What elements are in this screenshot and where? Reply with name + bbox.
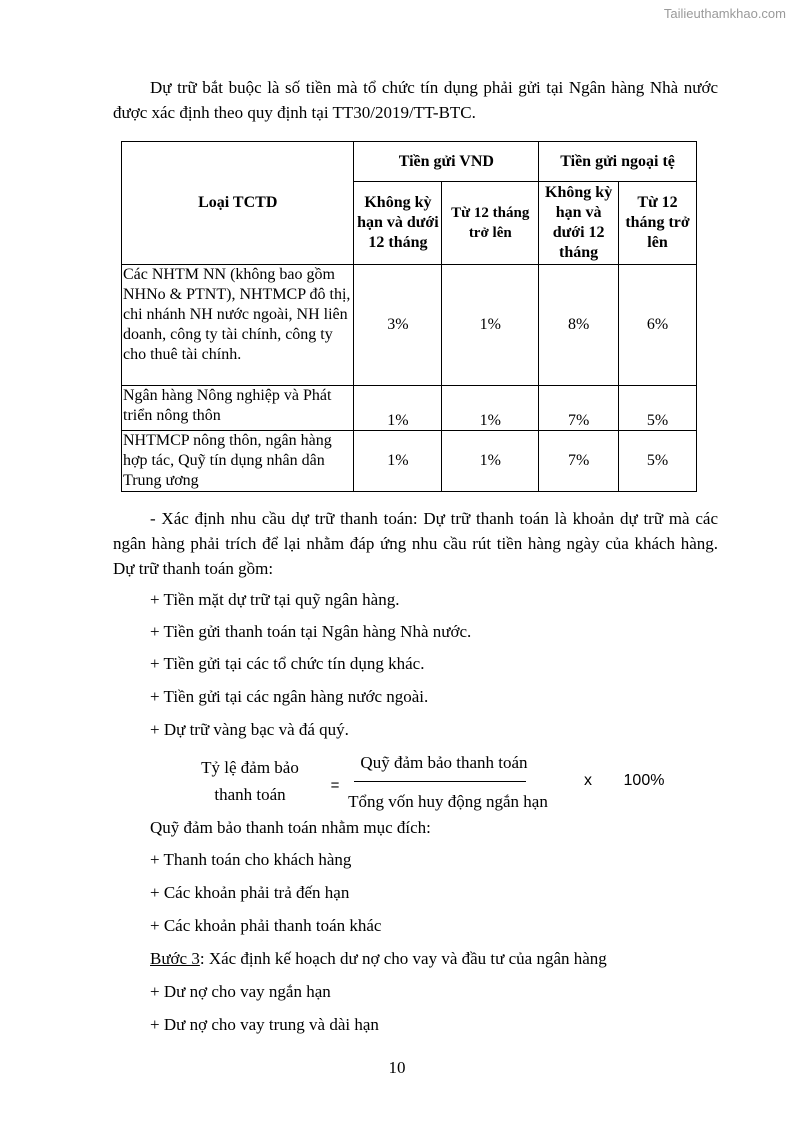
cell-fx-long: 5%	[619, 386, 697, 431]
list-item: + Các khoản phải thanh toán khác	[150, 916, 382, 935]
formula-denominator: Tổng vốn huy động ngắn hạn	[348, 792, 548, 811]
formula-equals: =	[330, 777, 340, 794]
step3-heading	[150, 946, 607, 971]
table-row	[122, 431, 697, 492]
payment-reserve-paragraph: - Xác định nhu cầu dự trữ thanh toán: Dự trữ thanh toán là khoản dự trữ mà các ngân hàng phải trích để lại nhằm đáp ứng nhu cầu rút tiền hàng ngày của khách hàng. Dự trữ thanh toán gồm:	[113, 509, 718, 578]
header-fx-long-term: Từ 12 tháng trở lên	[619, 182, 697, 265]
list-item: + Dư nợ cho vay ngắn hạn	[150, 982, 331, 1001]
formula-label-line1: Tỷ lệ đảm bảo	[201, 758, 299, 777]
cell-vnd-long: 1%	[442, 431, 539, 492]
list-item: + Các khoản phải trả đến hạn	[150, 883, 350, 902]
formula-times: x	[584, 772, 592, 789]
intro-paragraph: Dự trữ bắt buộc là số tiền mà tổ chức tín dụng phải gửi tại Ngân hàng Nhà nước được xác định theo quy định tại TT30/2019/TT-BTC.	[113, 78, 718, 122]
cell-vnd-short: 3%	[354, 265, 442, 386]
header-vnd-long-term: Từ 12 tháng trở lên	[442, 182, 539, 265]
cell-fx-short: 7%	[539, 386, 619, 431]
table-row	[122, 265, 697, 386]
cell-vnd-short: 1%	[354, 431, 442, 492]
header-bank-type: Loại TCTD	[122, 142, 354, 265]
formula-percent: 100%	[623, 772, 665, 789]
header-fx-deposits: Tiền gửi ngoại tệ	[539, 142, 697, 182]
cell-fx-long: 6%	[619, 265, 697, 386]
page-number: 10	[388, 1058, 406, 1077]
list-item: + Tiền gửi thanh toán tại Ngân hàng Nhà nước.	[150, 622, 472, 641]
row-bank-type: Các NHTM NN (không bao gồm NHNo & PTNT), NHTMCP đô thị, chi nhánh NH nước ngoài, NH liên doanh, công ty tài chính, công ty cho thuê tài chính.	[122, 265, 354, 386]
step3-text: : Xác định kế hoạch dư nợ cho vay và đầu tư của ngân hàng	[199, 949, 607, 968]
row-bank-type: NHTMCP nông thôn, ngân hàng hợp tác, Quỹ tín dụng nhân dân Trung ương	[122, 431, 354, 492]
header-vnd-deposits: Tiền gửi VND	[354, 142, 539, 182]
list-item: + Dự trữ vàng bạc và đá quý.	[150, 720, 349, 739]
reserve-requirement-table	[121, 141, 697, 492]
list-item: + Tiền gửi tại các tổ chức tín dụng khác.	[150, 654, 425, 673]
cell-vnd-long: 1%	[442, 265, 539, 386]
header-vnd-short-term: Không kỳ hạn và dưới 12 tháng	[354, 182, 442, 265]
cell-fx-short: 7%	[539, 431, 619, 492]
cell-fx-short: 8%	[539, 265, 619, 386]
step3-label: Bước 3	[150, 949, 200, 968]
watermark: Tailieuthamkhao.com	[663, 6, 786, 21]
list-item: + Thanh toán cho khách hàng	[150, 850, 352, 869]
header-fx-short-term: Không kỳ hạn và dưới 12 tháng	[539, 182, 619, 265]
formula-label-line2: thanh toán	[214, 785, 286, 804]
cell-vnd-long: 1%	[442, 386, 539, 431]
formula-numerator: Quỹ đảm bảo thanh toán	[360, 753, 528, 772]
cell-vnd-short: 1%	[354, 386, 442, 431]
cell-fx-long: 5%	[619, 431, 697, 492]
list-item: + Tiền gửi tại các ngân hàng nước ngoài.	[150, 687, 429, 706]
row-bank-type: Ngân hàng Nông nghiệp và Phát triển nông thôn	[122, 386, 354, 431]
fraction-bar	[354, 781, 526, 782]
list-item: + Dư nợ cho vay trung và dài hạn	[150, 1015, 379, 1034]
fund-purpose-heading: Quỹ đảm bảo thanh toán nhằm mục đích:	[150, 818, 431, 837]
table-row	[122, 386, 697, 431]
list-item: + Tiền mặt dự trữ tại quỹ ngân hàng.	[150, 590, 400, 609]
